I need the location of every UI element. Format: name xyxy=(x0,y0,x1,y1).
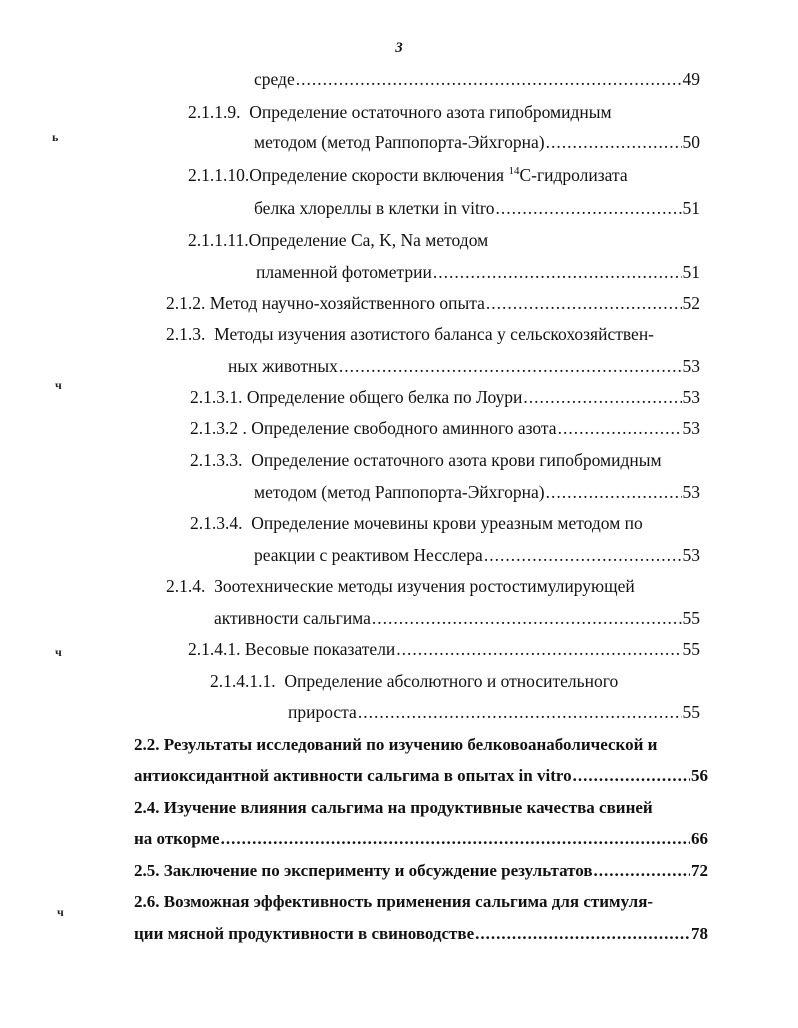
toc-entry-page: 52 xyxy=(682,293,700,313)
toc-entry-page: 55 xyxy=(682,608,700,628)
toc-entry xyxy=(188,101,612,123)
toc-entry-title: реакции с реактивом Несслера xyxy=(254,545,483,565)
toc-entry-page: 53 xyxy=(682,387,700,407)
leader-dots xyxy=(396,638,681,660)
toc-entry xyxy=(190,512,643,534)
toc-entry-page: 53 xyxy=(682,418,700,438)
leader-dots xyxy=(523,386,681,408)
toc-entry-title: Определение скорости включения xyxy=(249,165,509,185)
toc-entry-number: 2.1.3.2 . xyxy=(190,418,247,438)
toc-chapter-entry xyxy=(134,797,653,819)
toc-chapter-entry xyxy=(134,734,708,756)
toc-entry xyxy=(288,701,700,723)
toc-entry-number: 2.1.3.1. xyxy=(190,387,243,407)
toc-entry-title: Определение остаточного азота гипобромидным xyxy=(249,102,612,122)
leader-dots xyxy=(546,131,682,153)
toc-entry-number: 2.1.1.11. xyxy=(188,230,249,250)
toc-entry-page: 49 xyxy=(682,69,700,89)
toc-entry xyxy=(210,670,618,692)
toc-entry-title: Определение абсолютного и относительного xyxy=(284,671,619,691)
toc-entry-title: среде xyxy=(254,69,295,89)
toc-entry xyxy=(190,417,700,439)
toc-entry-title: Методы изучения азотистого баланса у сельскохозяйствен- xyxy=(214,324,655,344)
page-number: 3 xyxy=(395,40,403,56)
toc-entry-page: 51 xyxy=(682,198,700,218)
toc-entry-page: 78 xyxy=(691,924,708,943)
toc-entry-number: 2.1.1.9. xyxy=(188,102,241,122)
toc-chapter-entry xyxy=(134,891,653,913)
toc-entry-title: 2.5. Заключение по эксперименту и обсуждение результатов xyxy=(134,861,593,880)
leader-dots xyxy=(221,828,690,850)
leader-dots xyxy=(484,544,682,566)
toc-entry-title: 2.6. Возможная эффективность применения сальгима для стимуля- xyxy=(134,892,654,911)
margin-mark: ч xyxy=(57,905,64,919)
toc-entry-title: антиоксидантной активности сальгима в опытах in vitro xyxy=(134,766,572,785)
toc-entry-title: Определение остаточного азота крови гипобромидным xyxy=(251,450,662,470)
leader-dots xyxy=(296,68,682,90)
toc-entry-title: пламенной фотометрии xyxy=(256,262,432,282)
toc-entry xyxy=(188,229,488,251)
toc-entry-number: 2.1.3.4. xyxy=(190,513,243,533)
leader-dots xyxy=(358,701,682,723)
leader-dots xyxy=(546,481,682,503)
toc-entry-page: 51 xyxy=(682,262,700,282)
toc-entry-title: Определение мочевины крови уреазным методом по xyxy=(251,513,643,533)
toc-entry xyxy=(166,323,654,345)
leader-dots xyxy=(558,417,682,439)
toc-entry-title: методом (метод Раппопорта-Эйхгорна) xyxy=(254,132,545,152)
toc-entry-title: Весовые показатели xyxy=(244,639,396,659)
toc-entry-title-cont: С-гидролизата xyxy=(519,165,628,185)
toc-entry xyxy=(190,386,700,408)
toc-entry-number: 2.1.4. xyxy=(166,576,206,596)
leader-dots xyxy=(495,197,681,219)
margin-mark: ч xyxy=(55,378,62,392)
toc-entry-number: 2.1.3.3. xyxy=(190,450,243,470)
toc-entry-title: Определение свободного аминного азота xyxy=(251,418,557,438)
toc-entry-title: активности сальгима xyxy=(214,608,371,628)
toc-chapter-entry xyxy=(134,765,708,787)
toc-entry-page: 66 xyxy=(691,829,708,848)
toc-entry-title: 2.4. Изучение влияния сальгима на продуктивные качества свиней xyxy=(134,798,653,817)
toc-entry xyxy=(166,292,700,314)
leader-dots xyxy=(339,355,682,377)
toc-entry-page: 56 xyxy=(691,766,708,785)
toc-entry-page: 55 xyxy=(682,702,700,722)
leader-dots xyxy=(594,860,690,882)
toc-entry xyxy=(188,164,628,186)
toc-entry xyxy=(188,638,700,660)
margin-mark: ч xyxy=(55,645,62,659)
leader-dots xyxy=(486,292,682,314)
toc-chapter-entry xyxy=(134,923,708,945)
toc-entry-title: 2.2. Результаты исследований по изучению белковоанаболической и xyxy=(134,735,658,754)
superscript: 14 xyxy=(508,165,520,177)
toc-entry xyxy=(254,131,700,153)
toc-entry-title: Метод научно-хозяйственного опыта xyxy=(209,293,485,313)
leader-dots xyxy=(475,923,690,945)
toc-chapter-entry xyxy=(134,860,708,882)
toc-entry-page: 53 xyxy=(682,545,700,565)
toc-entry-page: 53 xyxy=(682,356,700,376)
toc-entry-page: 72 xyxy=(691,861,708,880)
toc-entry-title: Определение Са, K, Na методом xyxy=(248,230,489,250)
toc-entry-title: ции мясной продуктивности в свиноводстве xyxy=(134,924,475,943)
toc-entry-number: 2.1.2. xyxy=(166,293,206,313)
toc-entry-title: на откорме xyxy=(134,829,220,848)
toc-chapter-entry xyxy=(134,828,708,850)
toc-entry xyxy=(228,355,700,377)
toc-entry-page: 55 xyxy=(682,639,700,659)
toc-entry-number: 2.1.4.1. xyxy=(188,639,241,659)
toc-entry-title: белка хлореллы в клетки in vitro xyxy=(254,198,495,218)
leader-dots xyxy=(372,607,682,629)
margin-mark: ь xyxy=(52,130,59,144)
toc-entry-number: 2.1.3. xyxy=(166,324,206,344)
toc-entry-title: ных животных xyxy=(228,356,338,376)
toc-entry xyxy=(190,449,662,471)
toc-entry-title: Определение общего белка по Лоури xyxy=(246,387,523,407)
toc-entry xyxy=(254,68,700,90)
toc-entry-number: 2.1.4.1.1. xyxy=(210,671,276,691)
toc-entry-title: прироста xyxy=(288,702,357,722)
toc-entry xyxy=(256,261,700,283)
toc-entry xyxy=(166,575,635,597)
leader-dots xyxy=(433,261,682,283)
leader-dots xyxy=(573,765,690,787)
toc-entry xyxy=(254,481,700,503)
toc-entry xyxy=(254,544,700,566)
toc-entry-title: методом (метод Раппопорта-Эйхгорна) xyxy=(254,482,545,502)
toc-entry xyxy=(254,197,700,219)
toc-entry-number: 2.1.1.10. xyxy=(188,165,250,185)
toc-entry-title: Зоотехнические методы изучения ростостимулирующей xyxy=(214,576,635,596)
toc-entry-page: 53 xyxy=(682,482,700,502)
toc-entry-page: 50 xyxy=(682,132,700,152)
toc-entry xyxy=(214,607,700,629)
